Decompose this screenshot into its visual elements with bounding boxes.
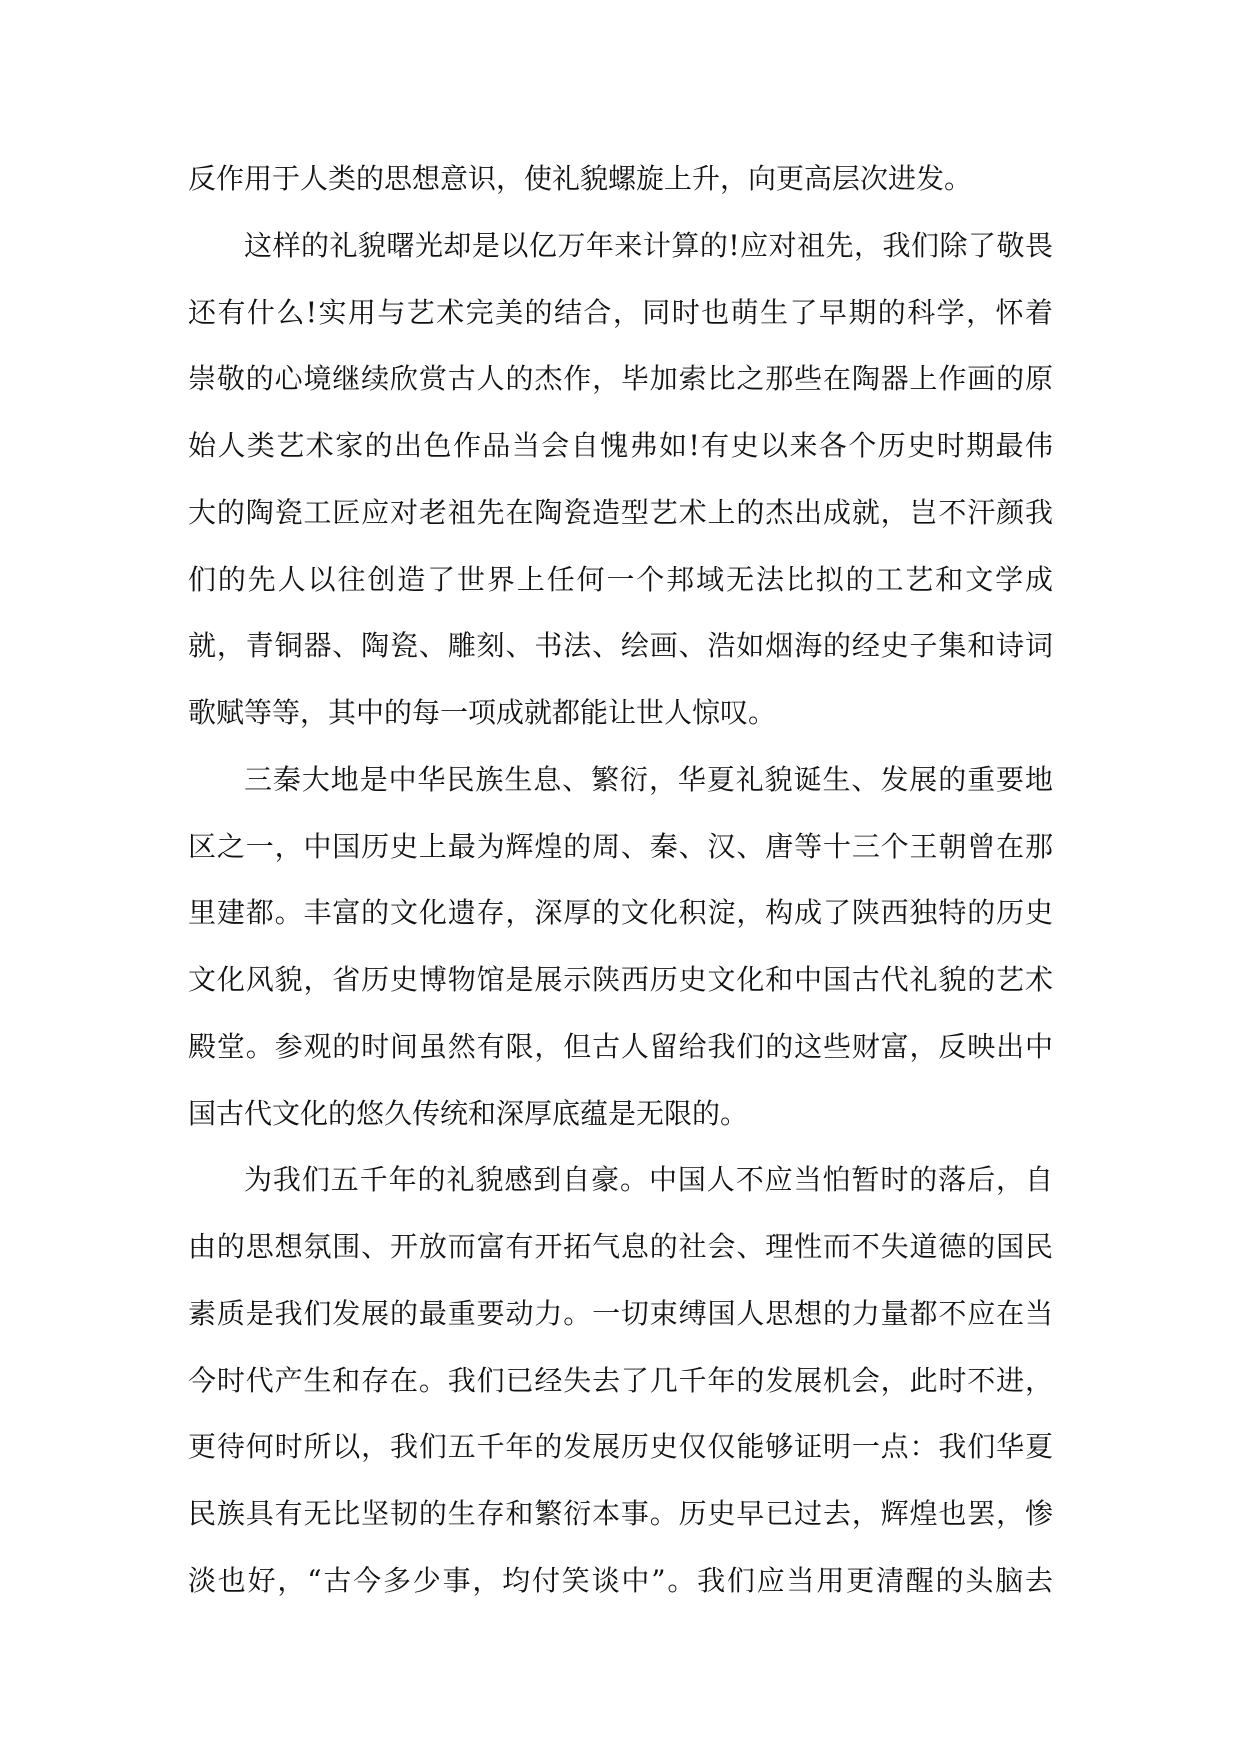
text-line: 区之一，中国历史上最为辉煌的周、秦、汉、唐等十三个王朝曾在那 — [188, 829, 1053, 863]
text-line: 民族具有无比坚韧的生存和繁衍本事。历史早已过去，辉煌也罢，惨 — [188, 1497, 1053, 1530]
text-line: 就，青铜器、陶瓷、雕刻、书法、绘画、浩如烟海的经史子集和诗词 — [188, 629, 1053, 663]
text-line: 这样的礼貌曙光却是以亿万年来计算的!应对祖先，我们除了敬畏 — [244, 228, 1053, 262]
document-body — [188, 146, 1053, 1615]
text-line: 文化风貌，省历史博物馆是展示陕西历史文化和中国古代礼貌的艺术 — [188, 963, 1053, 996]
text-line: 三秦大地是中华民族生息、繁衍，华夏礼貌诞生、发展的重要地 — [244, 762, 1053, 796]
paragraph-sanqin — [188, 747, 1053, 1148]
text-line: 始人类艺术家的出色作品当会自愧弗如!有史以来各个历史时期最伟 — [188, 429, 1053, 462]
text-line: 里建都。丰富的文化遗存，深厚的文化积淀，构成了陕西独特的历史 — [188, 896, 1053, 930]
paragraph-pride — [188, 1147, 1053, 1614]
text-line: 为我们五千年的礼貌感到自豪。中国人不应当怕暂时的落后，自 — [244, 1163, 1053, 1197]
text-line: 们的先人以往创造了世界上任何一个邦域无法比拟的工艺和文学成 — [188, 562, 1053, 596]
text-line: 素质是我们发展的最重要动力。一切束缚国人思想的力量都不应在当 — [188, 1296, 1053, 1330]
text-line: 还有什么!实用与艺术完美的结合，同时也萌生了早期的科学，怀着 — [188, 295, 1053, 329]
paragraph-continuation — [188, 146, 1053, 213]
text-line: 更待何时所以，我们五千年的发展历史仅仅能够证明一点：我们华夏 — [188, 1430, 1053, 1464]
text-line: 崇敬的心境继续欣赏古人的杰作，毕加索比之那些在陶器上作画的原 — [188, 362, 1053, 396]
paragraph-ancestors — [188, 213, 1053, 747]
text-line: 今时代产生和存在。我们已经失去了几千年的发展机会，此时不进， — [188, 1363, 1053, 1397]
text-line: 反作用于人类的思想意识，使礼貌螺旋上升，向更高层次进发。 — [188, 162, 973, 195]
text-line: 国古代文化的悠久传统和深厚底蕴是无限的。 — [188, 1096, 749, 1130]
text-line: 殿堂。参观的时间虽然有限，但古人留给我们的这些财富，反映出中 — [188, 1029, 1053, 1063]
text-line: 歌赋等等，其中的每一项成就都能让世人惊叹。 — [188, 696, 777, 729]
text-line: 大的陶瓷工匠应对老祖先在陶瓷造型艺术上的杰出成就，岂不汗颜我 — [188, 495, 1053, 529]
text-line: 由的思想氛围、开放而富有开拓气息的社会、理性而不失道德的国民 — [188, 1230, 1053, 1263]
text-line: 淡也好，“古今多少事，均付笑谈中”。我们应当用更清醒的头脑去 — [188, 1563, 1053, 1597]
